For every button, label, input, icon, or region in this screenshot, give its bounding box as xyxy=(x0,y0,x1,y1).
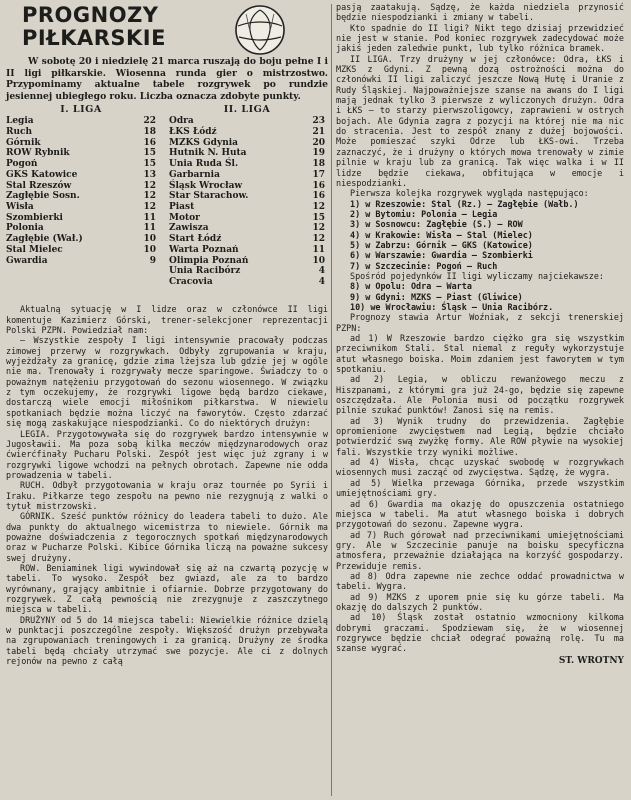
table-row xyxy=(169,256,325,267)
paragraph: Pierwsza kolejka rozgrywek wygląda następująco: xyxy=(350,188,589,199)
league1-table xyxy=(6,104,156,266)
team-points: 12 xyxy=(143,202,156,212)
table-row xyxy=(6,191,156,202)
team-points: 12 xyxy=(143,180,156,191)
table-row xyxy=(6,245,156,256)
team-points: 13 xyxy=(143,169,156,180)
team-name: ROW Rybnik xyxy=(6,148,70,159)
team-name: Star Starachow. xyxy=(169,191,249,202)
table-row xyxy=(6,116,156,127)
fixture: 4) w Krakowie: Wisła — Stal (Mielec) xyxy=(350,229,533,240)
table-row xyxy=(169,148,325,159)
table-row xyxy=(6,202,156,213)
paragraph: DRUŻYNY od 5 do 14 miejsca tabeli: Niewielkie różnice dzielą w punktacji poszczególne zespoły. Większość drużyn przebywała na zgrupowaniach treningowych i za granicą. Drużyny ze środka tabeli będą chciały utrzymać swe pozycje. Ale ci z dolnych rejonów na pewno z całą xyxy=(6,614,328,667)
right-body-text xyxy=(336,2,624,654)
paragraph: II LIGA. Trzy drużyny w jej członówce: Odra, ŁKS i MZKS z Gdyni. Z pewną dozą ostrożności można do członówki II ligi zaliczyć jeszcze Nową Hutę i Uranie z Rudy Śląskiej. Najpoważniejsze szanse na awans do I ligi mają jednak tylko 3 pierwsze z wyliczonych drużyn. Odra i ŁKS — to starzy pierwszoligowcy, zaprawieni w ostrych bojach. Ale Gdynia zagra z pozycji na której nie ma nic do stracenia. Jest to zespół znany z dużej bojowości. Może pomieszać szyki Odrze lub ŁKS-owi. Trzeba zaznaczyć, że i drużyny o których mowa trenowały w zimie pilnie w kraju lub za granicą. Tak więc walka i w II lidze będzie ciekawa, obfitująca w emocje i niespodzianki. xyxy=(336,53,624,188)
team-name: Wisła xyxy=(6,202,34,212)
title-line-2: PIŁKARSKIE xyxy=(22,26,166,50)
fixture: 8) w Opolu: Odra — Warta xyxy=(350,281,472,292)
league-tables xyxy=(6,104,328,304)
team-name: GKS Katowice xyxy=(6,169,78,180)
title-line-1: PROGNOZY xyxy=(22,3,159,27)
team-name: Polonia xyxy=(6,223,44,234)
team-name: Szombierki xyxy=(6,212,63,223)
team-points: 22 xyxy=(143,116,156,127)
team-points: 18 xyxy=(312,159,325,170)
team-name: Pogoń xyxy=(6,159,38,170)
team-name: Zagłębie Sosn. xyxy=(6,191,80,202)
lead-paragraph: W sobotę 20 i niedzielę 21 marca ruszają do boju pełne I i II ligi piłkarskie. Wiosenna runda gier o mistrzostwo. Przypominamy aktualne tabele rozgrywek po rundzie jesiennej ubiegłego roku. Liczba oznacza zdobyte punkty. xyxy=(6,56,328,102)
table-row xyxy=(169,191,325,202)
table-row xyxy=(169,213,325,224)
column-divider xyxy=(331,4,332,796)
paragraph: Prognozy stawia Artur Woźniak, z sekcji trenerskiej PZPN: xyxy=(336,312,624,333)
fixture: 3) w Sosnowcu: Zagłębie (S.) — ROW xyxy=(350,219,523,230)
table-row xyxy=(169,181,325,192)
team-points: 16 xyxy=(312,180,325,191)
table-row xyxy=(6,148,156,159)
team-points: 10 xyxy=(143,234,156,245)
team-points: 4 xyxy=(318,266,325,277)
team-points: 15 xyxy=(312,212,325,223)
team-points: 16 xyxy=(312,191,325,202)
table-row xyxy=(169,202,325,213)
fixture: 1) w Rzeszowie: Stal (Rz.) — Zagłębie (Wałb.) xyxy=(350,198,579,209)
team-name: Górnik xyxy=(6,137,41,148)
league2-table xyxy=(169,104,325,287)
table-row xyxy=(169,116,325,127)
team-name: MZKS Gdynia xyxy=(169,137,238,148)
fixture: 2) w Bytomiu: Polonia — Legia xyxy=(350,208,498,219)
fixture: 9) w Gdyni: MZKS — Piast (Gliwice) xyxy=(350,291,523,302)
league2-heading: II. LIGA xyxy=(223,104,271,116)
team-points: 23 xyxy=(312,116,325,127)
paragraph: LEGIA. Przygotowywała się do rozgrywek bardzo intensywnie w Jugosławii. Ma poza sobą kilka meczów międzynarodowych oraz ćwierćfinały Pucharu Polski. Zespół jest więc już zgrany i w rozgrywki ligowe wchodzi na pełnych obrotach. Zapewne nie odda prowadzenia w tabeli. xyxy=(6,428,328,480)
right-column xyxy=(336,2,624,666)
team-name: Odra xyxy=(169,116,194,127)
author-signature: ST. WROTNY xyxy=(558,655,624,666)
team-name: Hutnik N. Huta xyxy=(169,148,247,159)
prediction: ad 8) Odra zapewne nie zechce oddać prowadnictwa w tabeli. Wygra. xyxy=(336,570,624,592)
table-row xyxy=(169,138,325,149)
fixture: 10) we Wrocławiu: Śląsk — Unia Racibórz. xyxy=(350,301,554,312)
league1-heading: I. LIGA xyxy=(60,104,102,116)
left-body-text xyxy=(6,304,328,666)
team-points: 12 xyxy=(312,234,325,245)
team-points: 12 xyxy=(143,191,156,202)
table-row xyxy=(169,127,325,138)
team-points: 17 xyxy=(312,169,325,180)
table-row xyxy=(169,159,325,170)
team-points: 10 xyxy=(312,255,325,266)
football-icon xyxy=(234,4,286,56)
prediction: ad 2) Legia, w obliczu rewanżowego meczu z Hiszpanami, z którymi gra już 24-go, będzie się zapewne oszczędzała. Ale Polonia musi od początku rozgrywek pilnie szukać punktów! Zanosi się na remis. xyxy=(336,374,624,416)
fixture: 7) w Szczecinie: Pogoń — Ruch xyxy=(350,260,498,271)
paragraph: ROW. Beniaminek ligi wywindował się aż na czwartą pozycję w tabeli. To wysoko. Zespół bez gwiazd, ale za to bardzo wyrównany, grający ambitnie i ofiarnie. Dobrze przygotowany do rozgrywek. Z całą pewnością nie zrezygnuje z zaszczytnego miejsca w tabeli. xyxy=(6,562,328,615)
team-name: Warta Poznań xyxy=(169,244,239,255)
paragraph: Kto spadnie do II ligi? Nikt tego dzisiaj przewidzieć nie jest w stanie. Pod koniec rozgrywek zadecydować może jakiś jeden zaledwie punkt, lub tylko różnica bramek. xyxy=(336,22,624,54)
team-name: Cracovia xyxy=(169,276,213,287)
team-points: 16 xyxy=(143,137,156,148)
paragraph: — Wszystkie zespoły I ligi intensywnie pracowały podczas zimowej przerwy w rozgrywkach. Odbyły zgrupowania w kraju, wyjeżdżały za granicę, gdzie zima lżejsza lub gdzie jej w ogóle nie ma. Trenowały i rozgrywały mecze sparingowe. Świadczy to o poważnym natężeniu przygotowań do sezonu wiosennego. W związku z tym oczekujemy, że rozgrywki ligowe będą bardzo ciekawe, dostarczą wiele emocji miłośnikom piłkarstwa. W niewielu spotkaniach będzie można liczyć na faworytów. Często zdarzać się mogą zaskakujące niespodzianki. Co do niektórych drużyn: xyxy=(6,335,328,429)
table-row xyxy=(169,266,325,277)
team-points: 12 xyxy=(312,202,325,212)
team-name: Śląsk Wrocław xyxy=(169,180,243,191)
paragraph: Spośród pojedynków II ligi wyliczamy najciekawsze: xyxy=(350,270,604,281)
team-points: 4 xyxy=(318,276,325,287)
table-row xyxy=(6,256,156,267)
team-name: Ruch xyxy=(6,127,33,138)
table-row xyxy=(6,138,156,149)
table-row xyxy=(169,277,325,288)
paragraph: GÓRNIK. Sześć punktów różnicy do leadera tabeli to dużo. Ale dwa punkty do aktualnego wicemistrza to niewiele. Górnik ma poważne doświadczenia z tegorocznych spotkań międzynarodowych oraz w Pucharze Polski. Kibice Górnika liczą na poważne sukcesy swej drużyny. xyxy=(6,511,328,563)
team-points: 10 xyxy=(143,244,156,255)
team-points: 12 xyxy=(312,223,325,234)
table-row xyxy=(6,213,156,224)
prediction: ad 1) W Rzeszowie bardzo ciężko gra się wszystkim przeciwnikom Stali. Stal niemal z reguły wykorzystuje atut własnego boiska. Moim zdaniem jest faworytem w tym spotkaniu. xyxy=(336,333,624,375)
team-name: Legia xyxy=(6,116,34,127)
table-row xyxy=(169,170,325,181)
team-name: Stal Mielec xyxy=(6,244,63,255)
team-name: Unia Racibórz xyxy=(169,266,241,277)
team-name: Motor xyxy=(169,212,200,223)
fixture: 5) w Zabrzu: Górnik — GKS (Katowice) xyxy=(350,239,533,250)
team-points: 20 xyxy=(312,137,325,148)
table-row xyxy=(6,234,156,245)
prediction: ad 10) Śląsk został ostatnio wzmocniony kilkoma dobrymi graczami. Spodziewam się, że w wiosennej rozgrywce będzie chciał odegrać poważną rolę. Tu ma szanse wygrać. xyxy=(336,612,624,654)
team-name: Unia Ruda Śl. xyxy=(169,159,239,170)
team-name: Start Łódź xyxy=(169,234,222,245)
prediction: ad 5) Wielka przewaga Górnika, przede wszystkim umiejętnościami gry. xyxy=(336,477,624,499)
team-points: 15 xyxy=(143,148,156,159)
table-row xyxy=(169,234,325,245)
team-name: Garbarnia xyxy=(169,169,220,180)
left-column xyxy=(6,2,328,666)
prediction: ad 6) Gwardia ma okazję do opuszczenia ostatniego miejsca w tabeli. Ma atut własnego boiska i dobrych przygotowań do sezonu. Zapewne wygra. xyxy=(336,498,624,530)
table-row xyxy=(6,159,156,170)
prediction: ad 9) MZKS z uporem pnie się ku górze tabeli. Ma okazję do dalszych 2 punktów. xyxy=(336,591,624,612)
fixture: 6) w Warszawie: Gwardia — Szombierki xyxy=(350,250,533,261)
paragraph: RUCH. Odbył przygotowania w kraju oraz tournée po Syrii i Iraku. Piłkarze tego zespołu na pewno nie rezygnują z walki o tytuł mistrzowski. xyxy=(6,480,328,511)
table-row xyxy=(169,245,325,256)
table-row xyxy=(6,127,156,138)
prediction: ad 3) Wynik trudny do przewidzenia. Zagłębie opromienione zwycięstwem nad Legią, będzie chciało potwierdzić swą zwyżkę formy. Ale ROW pływie na wysokiej fali. Wszystkie trzy wyniki możliwe. xyxy=(336,415,624,457)
paragraph: pasją zaatakują. Sądzę, że każda niedziela przynosić będzie niespodzianki i zmiany w tabeli. xyxy=(336,2,624,23)
team-name: Piast xyxy=(169,202,195,212)
team-points: 21 xyxy=(312,127,325,138)
team-points: 15 xyxy=(143,159,156,170)
table-row xyxy=(6,170,156,181)
team-points: 11 xyxy=(143,223,156,234)
prediction: ad 7) Ruch górował nad przeciwnikami umiejętnościami gry. Ale w Szczecinie panuje na boisku specyficzna atmosfera, przeważnie działająca na korzyść gospodarzy. Przewiduje remis. xyxy=(336,529,624,571)
team-points: 9 xyxy=(149,255,156,266)
team-points: 11 xyxy=(312,244,325,255)
team-name: Zawisza xyxy=(169,223,209,234)
team-name: Olimpia Poznań xyxy=(169,255,249,266)
team-name: Zagłębie (Wał.) xyxy=(6,234,83,245)
team-points: 11 xyxy=(143,212,156,223)
team-name: ŁKS Łódź xyxy=(169,127,217,138)
table-row xyxy=(169,223,325,234)
prediction: ad 4) Wisła, chcąc uzyskać swobodę w rozgrywkach wiosennych musi zacząć od zwycięstwa. Sądzę, że wygra. xyxy=(336,457,624,478)
table-row xyxy=(6,181,156,192)
paragraph: Aktualną sytuację w I lidze oraz w członówce II ligi komentuje Kazimierz Górski, trener-selekcjoner reprezentacji Polski PZPN. Powiedział nam: xyxy=(6,304,328,336)
team-points: 19 xyxy=(312,148,325,159)
team-name: Gwardia xyxy=(6,255,48,266)
team-name: Stal Rzeszów xyxy=(6,180,72,191)
table-row xyxy=(6,223,156,234)
team-points: 18 xyxy=(143,127,156,138)
